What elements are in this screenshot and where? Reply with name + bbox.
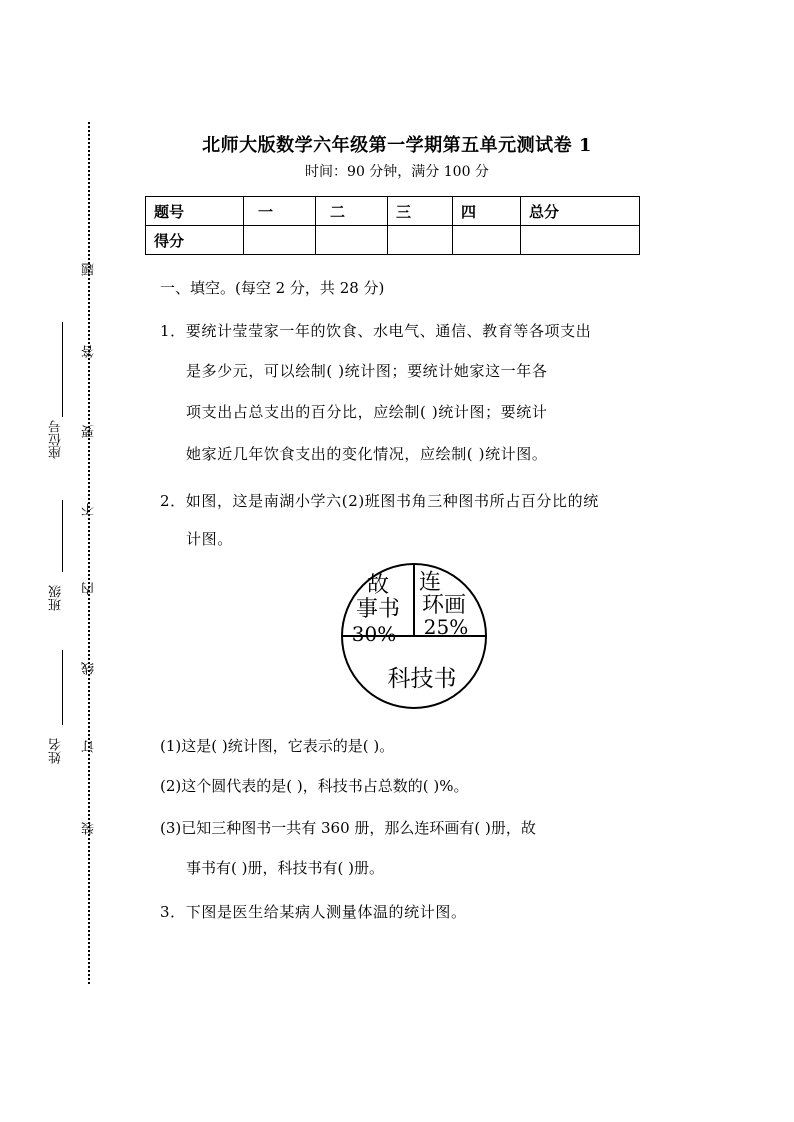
score-input-cell[interactable]: [521, 226, 640, 255]
question-line: (2)这个圆代表的是( )，科技书占总数的( )%。: [160, 777, 469, 795]
class-label: 班级: [49, 585, 64, 611]
score-input-cell[interactable]: [244, 226, 316, 255]
question-line: 计图。: [186, 530, 233, 548]
score-input-cell[interactable]: [388, 226, 453, 255]
slice-value-story: 30%: [351, 622, 397, 646]
score-input-cell[interactable]: [316, 226, 388, 255]
score-table: [145, 196, 640, 255]
slice-label-comic-line2: 环画: [421, 593, 467, 618]
question-line: 事书有( )册，科技书有( )册。: [186, 859, 384, 877]
seat-label: 座位号: [49, 420, 64, 459]
class-fill-line[interactable]: [62, 500, 63, 572]
slice-label-story-line2: 事书: [355, 597, 401, 622]
binding-char-bu: 不: [82, 503, 97, 516]
binding-char-xian: 线: [82, 662, 97, 675]
question-line: 2．如图，这是南湖小学六(2)班图书角三种图书所占百分比的统: [160, 492, 599, 510]
slice-label-comic-line1: 连: [418, 570, 442, 595]
question-line: (1)这是( )统计图，它表示的是( )。: [160, 737, 395, 755]
score-table-header-row: [146, 197, 640, 226]
score-cell-header: 四: [453, 197, 521, 226]
binding-char-da: 答: [82, 345, 97, 358]
question-line: 3．下图是医生给某病人测量体温的统计图。: [160, 903, 467, 921]
question-line: 她家近几年饮食支出的变化情况，应绘制( )统计图。: [186, 445, 548, 463]
question-line: (3)已知三种图书一共有 360 册，那么连环画有( )册，故: [160, 819, 536, 837]
question-line: 是多少元，可以绘制( )统计图；要统计她家这一年各: [186, 362, 548, 380]
score-table-score-row: [146, 226, 640, 255]
slice-label-story-line1: 故: [366, 573, 390, 598]
pie-chart: [330, 556, 500, 718]
slice-value-comic: 25%: [423, 615, 469, 639]
binding-char-zhuang: 装: [82, 822, 97, 835]
name-fill-line[interactable]: [62, 650, 63, 725]
binding-char-ding: 订: [82, 740, 97, 753]
slice-label-science: 科技书: [387, 666, 457, 692]
score-input-cell[interactable]: [453, 226, 521, 255]
score-cell-label: 题号: [146, 197, 244, 226]
seat-fill-line[interactable]: [62, 322, 63, 417]
score-cell-header: 一: [244, 197, 316, 226]
binding-char-ti: 题: [82, 263, 97, 276]
page-title: 北师大版数学六年级第一学期第五单元测试卷 1: [202, 135, 592, 156]
page-subtitle: 时间：90 分钟，满分 100 分: [305, 164, 489, 180]
name-label: 姓名: [49, 738, 64, 764]
section-heading: 一、填空。(每空 2 分，共 28 分): [160, 279, 385, 297]
binding-char-nei: 内: [82, 582, 97, 595]
score-cell-header: 二: [316, 197, 388, 226]
score-cell-header: 总分: [521, 197, 640, 226]
binding-char-yao: 要: [82, 425, 97, 438]
score-cell-label: 得分: [146, 226, 244, 255]
question-line: 1．要统计莹莹家一年的饮食、水电气、通信、教育等各项支出: [160, 322, 592, 340]
score-cell-header: 三: [388, 197, 453, 226]
question-line: 项支出占总支出的百分比，应绘制( )统计图；要统计: [186, 403, 548, 421]
binding-dotted-line: [88, 122, 90, 984]
